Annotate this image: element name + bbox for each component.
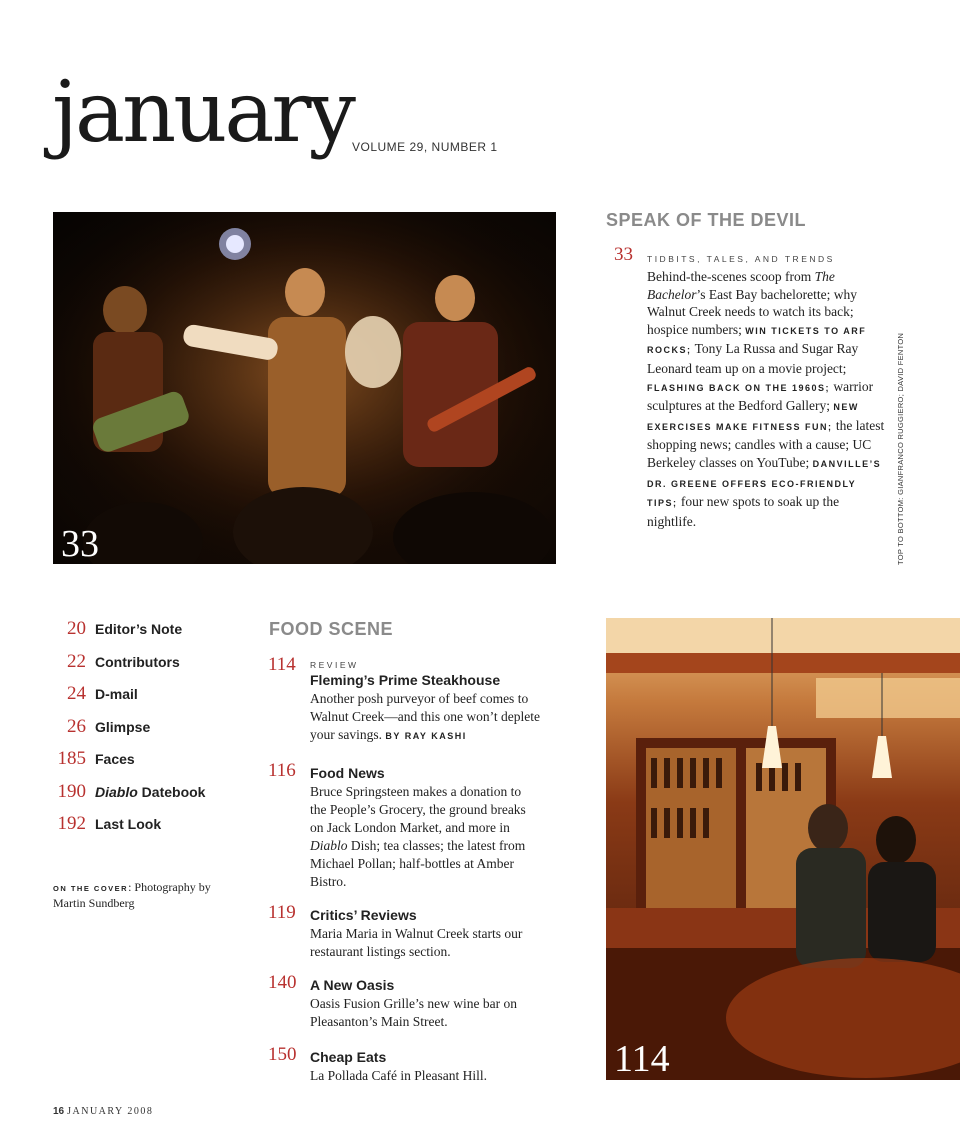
toc-label-rest: Datebook: [137, 784, 206, 800]
food-description: Oasis Fusion Grille’s new wine bar on Pleasanton’s Main Street.: [310, 996, 517, 1029]
food-entry[interactable]: [268, 1044, 548, 1085]
volume-number: VOLUME 29, NUMBER 1: [352, 140, 498, 154]
food-entry[interactable]: [268, 972, 548, 1031]
food-title: A New Oasis: [310, 977, 395, 993]
food-description-italic: Diablo: [310, 838, 348, 853]
food-entry[interactable]: [268, 654, 548, 745]
toc-item[interactable]: [50, 781, 250, 803]
masthead-title: january: [52, 63, 354, 161]
photo-page-number: 114: [614, 1038, 670, 1080]
blurb-text-segment: Behind-the-scenes scoop from: [647, 269, 815, 284]
food-page-number: 140: [268, 972, 297, 993]
page-footer: [53, 1106, 153, 1117]
food-description: Maria Maria in Walnut Creek starts our restaurant listings section.: [310, 926, 523, 959]
food-page-number: 119: [268, 902, 296, 923]
toc-label: [95, 784, 205, 800]
toc-item[interactable]: [50, 651, 250, 673]
blurb-text-segment: Tony La Russa and Sugar Ray Leonard team up on a movie project;: [647, 341, 859, 376]
toc-label: Last Look: [95, 816, 162, 832]
section-heading-speak-of-the-devil: SPEAK OF THE DEVIL: [606, 210, 807, 230]
food-title: Fleming’s Prime Steakhouse: [310, 672, 501, 688]
page-number[interactable]: 33: [614, 244, 633, 265]
food-description-text: Bruce Springsteen makes a donation to the People’s Grocery, the ground breaks on Jack London Market, and more in: [310, 784, 526, 835]
restaurant-photo[interactable]: [606, 618, 960, 1080]
section-heading-food-scene: FOOD SCENE: [269, 619, 394, 639]
food-entry[interactable]: [268, 760, 548, 891]
cover-note: [53, 880, 233, 911]
toc-page-number: 26: [67, 716, 86, 737]
toc-label: Glimpse: [95, 719, 151, 735]
blurb-text-segment: four new spots to soak up the nightlife.: [647, 494, 840, 529]
blurb-caps: WIN TICKETS TO ARF ROCKS;: [647, 325, 867, 356]
food-kicker: REVIEW: [310, 660, 359, 670]
food-byline: BY RAY KASHI: [385, 731, 467, 741]
toc-item[interactable]: [50, 618, 250, 640]
food-page-number: 150: [268, 1044, 297, 1065]
food-page-number: 114: [268, 654, 296, 675]
food-description-text: Another posh purveyor of beef comes to Walnut Creek—and this one won’t deplete your savings.: [310, 691, 540, 742]
blurb-caps: DANVILLE’S DR. GREENE OFFERS ECO-FRIENDLY TIPS;: [647, 458, 882, 509]
blurb-text-segment: warrior sculptures at the Bedford Gallery;: [647, 378, 874, 414]
food-description: [310, 690, 548, 745]
blurb-text-segment: ’s East Bay bachelorette; why Walnut Creek needs to watch its back; hospice numbers;: [647, 286, 857, 337]
blurb-italic: The Bachelor: [647, 269, 835, 302]
toc-page-number: 22: [67, 651, 86, 672]
photo-credit: TOP TO BOTTOM: GIANFRANCO RUGGIERO; DAVID FENTON: [896, 332, 905, 565]
blurb-text: [647, 268, 887, 530]
speak-of-the-devil-blurb: [647, 252, 887, 530]
footer-page-number: 16: [53, 1106, 65, 1117]
toc-page-number: 20: [67, 618, 86, 639]
food-description: [310, 783, 530, 891]
toc-item[interactable]: [50, 683, 250, 705]
toc-label-italic: Diablo: [95, 784, 138, 800]
toc-label: Faces: [95, 751, 135, 767]
blurb-caps: NEW EXERCISES MAKE FITNESS FUN;: [647, 402, 859, 432]
toc-page-number: 190: [57, 781, 86, 802]
photo-page-number: 33: [61, 523, 99, 564]
band-photo[interactable]: [53, 212, 556, 564]
toc-page-number: 185: [57, 748, 86, 769]
cover-note-label: ON THE COVER: [53, 884, 129, 893]
band-photo-illustration: [53, 212, 556, 564]
toc-item[interactable]: [50, 813, 250, 835]
food-page-number: 116: [268, 760, 296, 781]
toc-page-number: 24: [67, 683, 86, 704]
kicker: TIDBITS, TALES, AND TRENDS: [647, 254, 835, 264]
toc-label: D-mail: [95, 686, 138, 702]
blurb-caps: FLASHING BACK ON THE 1960S;: [647, 382, 831, 393]
blurb-text-segment: the latest shopping news; candles with a cause; UC Berkeley classes on YouTube;: [647, 417, 885, 470]
food-entry[interactable]: [268, 902, 548, 961]
food-description-text: Dish; tea classes; the latest from Michael Pollan; half-bottles at Amber Bistro.: [310, 838, 526, 889]
food-title: Cheap Eats: [310, 1049, 387, 1065]
restaurant-photo-illustration: [606, 618, 960, 1080]
food-description: La Pollada Café in Pleasant Hill.: [310, 1068, 487, 1083]
toc-page-number: 192: [57, 813, 86, 834]
food-title: Food News: [310, 765, 385, 781]
toc-item[interactable]: [50, 748, 250, 770]
footer-issue: JANUARY 2008: [67, 1106, 154, 1117]
cover-note-text: : Photography by Martin Sundberg: [53, 880, 211, 910]
food-title: Critics’ Reviews: [310, 907, 417, 923]
toc-item[interactable]: [50, 716, 250, 738]
toc-label: Contributors: [95, 654, 180, 670]
toc-label: Editor’s Note: [95, 621, 183, 637]
